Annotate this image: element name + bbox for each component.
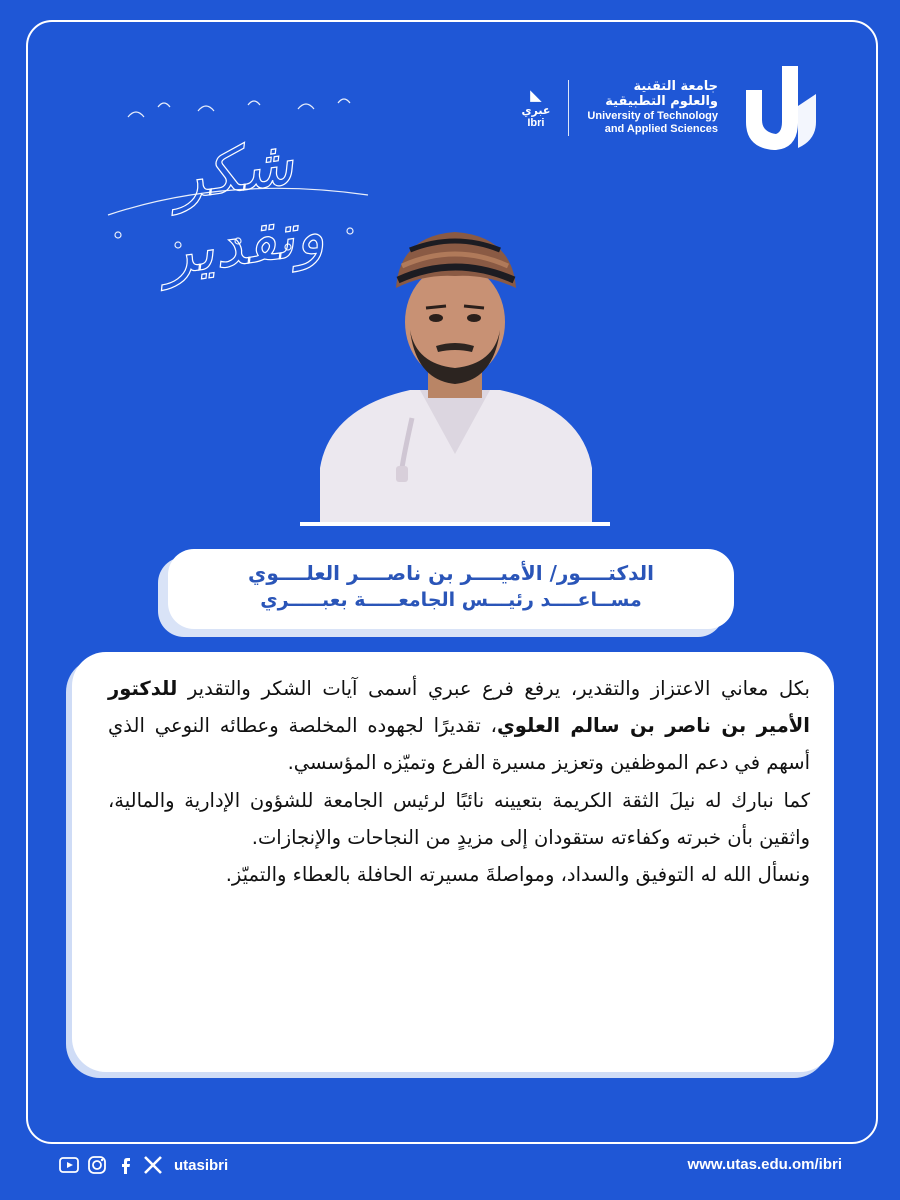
utas-logo-icon — [736, 60, 822, 156]
logo-divider — [568, 80, 569, 136]
university-logo — [521, 60, 822, 156]
message-paragraph-3: ونسأل الله له التوفيق والسداد، ومواصلةَ مسيرته الحافلة بالعطاء والتميّز. — [225, 863, 810, 887]
p1-start: بكل معاني الاعتزاز والتقدير، يرفع فرع عبري أسمى آيات الشكر والتقدير — [177, 677, 810, 700]
portrait-photo — [300, 218, 610, 526]
x-icon[interactable] — [142, 1154, 164, 1176]
message-text — [108, 670, 810, 893]
social-links — [58, 1154, 228, 1176]
honoree-title: مســاعــــد رئيـــس الجامعـــــة بعبـــــري — [260, 589, 642, 611]
branch-ar: عبري — [521, 103, 551, 117]
portrait-baseline — [300, 522, 610, 526]
logo-text — [587, 80, 718, 135]
facebook-icon[interactable] — [114, 1154, 136, 1176]
name-card — [168, 549, 734, 629]
logo-name-ar-2: والعلوم التطبيقية — [605, 94, 718, 110]
p1-name: للدكتور الأمير بن ناصر بن سالم العلوي — [108, 677, 810, 738]
p1-end: ، تقديرًا لجهوده المخلصة وعطائه النوعي الذي أسهم في دعم الموظفين وتعزيز مسيرة الفرع وتميّزه المؤسسي. — [108, 714, 810, 775]
footer — [0, 1148, 900, 1200]
branch-en: Ibri — [527, 117, 545, 129]
social-handle[interactable]: utasibri — [174, 1156, 229, 1174]
message-paragraph-1 — [108, 670, 810, 782]
message-card — [72, 652, 834, 1072]
logo-name-ar-1: جامعة التقنية — [633, 79, 718, 95]
youtube-icon[interactable] — [58, 1154, 80, 1176]
honoree-name: الدكتــــور/ الأميــــر بن ناصــــر العلــــوي — [247, 561, 654, 585]
logo-name-en-2: and Applied Sciences — [604, 122, 718, 135]
website-link[interactable]: www.utas.edu.om/ibri — [687, 1156, 842, 1173]
branch-label — [521, 86, 550, 130]
instagram-icon[interactable] — [86, 1154, 108, 1176]
message-paragraph-2: كما نبارك له نيلَ الثقة الكريمة بتعيينه نائبًا لرئيس الجامعة للشؤون الإدارية والمالية، واثقين بأن خبرته وكفاءته ستقودان إلى مزيدٍ من النجاحات والإنجازات. — [108, 788, 810, 849]
calligraphy-text: شكر وتقدير — [157, 125, 329, 290]
logo-name-en-1: University of Technology — [587, 110, 718, 123]
branch-mark-icon: ◣ — [530, 85, 542, 104]
